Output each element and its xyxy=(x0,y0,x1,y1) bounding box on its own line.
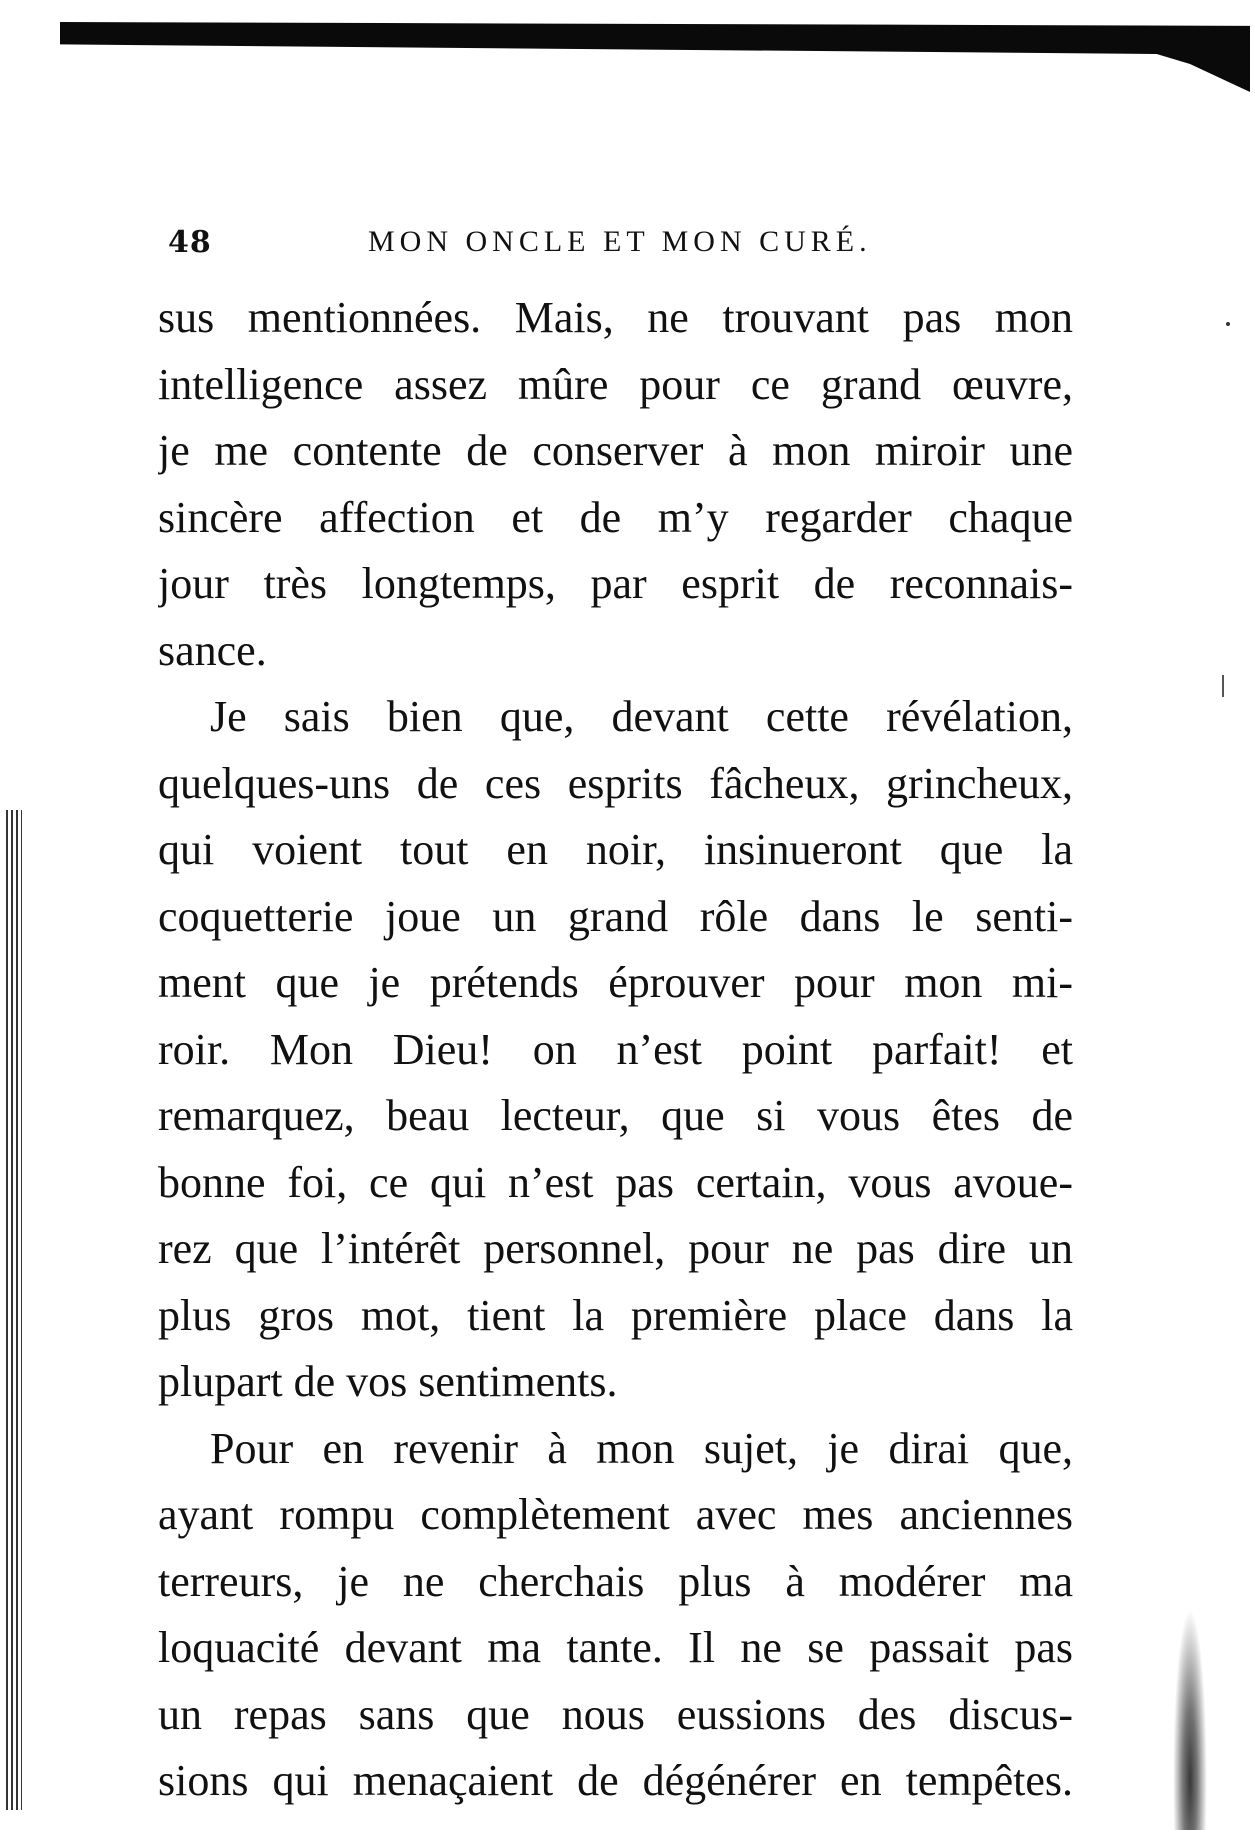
text-line: terreurs, je ne cherchais plus à modérer ma xyxy=(158,1556,1073,1606)
text-line: bonne foi, ce qui n’est pas certain, vous avoue- xyxy=(158,1157,1073,1207)
text-line: Je sais bien que, devant cette révélation, xyxy=(210,692,1073,741)
text-line: plus gros mot, tient la première place dans la xyxy=(158,1290,1073,1340)
scan-binding-edge xyxy=(6,810,22,1810)
body-text xyxy=(158,285,1073,1815)
text-line: loquacité devant ma tante. Il ne se passait pas xyxy=(158,1623,1073,1672)
text-line: remarquez, beau lecteur, que si vous êtes de xyxy=(158,1091,1073,1140)
running-head xyxy=(168,225,1068,261)
running-title: MON ONCLE ET MON CURÉ. xyxy=(368,225,872,258)
text-line: jour très longtemps, par esprit de reconnais- xyxy=(158,559,1073,608)
text-line: plupart de vos sentiments. xyxy=(158,1357,618,1406)
paragraph xyxy=(158,285,1073,684)
scan-mark xyxy=(1222,675,1224,697)
text-line: Pour en revenir à mon sujet, je dirai que, xyxy=(210,1423,1073,1473)
text-line: un repas sans que nous eussions des discus- xyxy=(158,1689,1073,1739)
text-line: sance. xyxy=(158,625,267,675)
paragraph xyxy=(158,1416,1073,1815)
text-line: coquetterie joue un grand rôle dans le senti- xyxy=(158,891,1073,941)
text-line: rez que l’intérêt personnel, pour ne pas dire un xyxy=(158,1224,1073,1273)
scan-smudge xyxy=(1170,1580,1210,1830)
page-number: 48 xyxy=(168,225,212,260)
text-line: qui voient tout en noir, insinueront que la xyxy=(158,825,1073,874)
paragraph xyxy=(158,684,1073,1416)
text-line: roir. Mon Dieu! on n’est point parfait! et xyxy=(158,1024,1073,1074)
scan-border-top xyxy=(60,22,1250,54)
text-line: je me contente de conserver à mon miroir une xyxy=(158,426,1073,475)
text-line: ayant rompu complètement avec mes anciennes xyxy=(158,1490,1073,1539)
text-line: ment que je prétends éprouver pour mon mi- xyxy=(158,958,1073,1007)
text-line: sions qui menaçaient de dégénérer en tempêtes. xyxy=(158,1756,1073,1805)
scan-speck xyxy=(1226,322,1230,326)
scan-border-corner xyxy=(1150,52,1250,92)
text-line: intelligence assez mûre pour ce grand œuvre, xyxy=(158,359,1073,409)
text-line: sincère affection et de m’y regarder chaque xyxy=(158,492,1073,542)
text-line: quelques-uns de ces esprits fâcheux, grincheux, xyxy=(158,758,1073,808)
text-line: sus mentionnées. Mais, ne trouvant pas mon xyxy=(158,293,1073,342)
